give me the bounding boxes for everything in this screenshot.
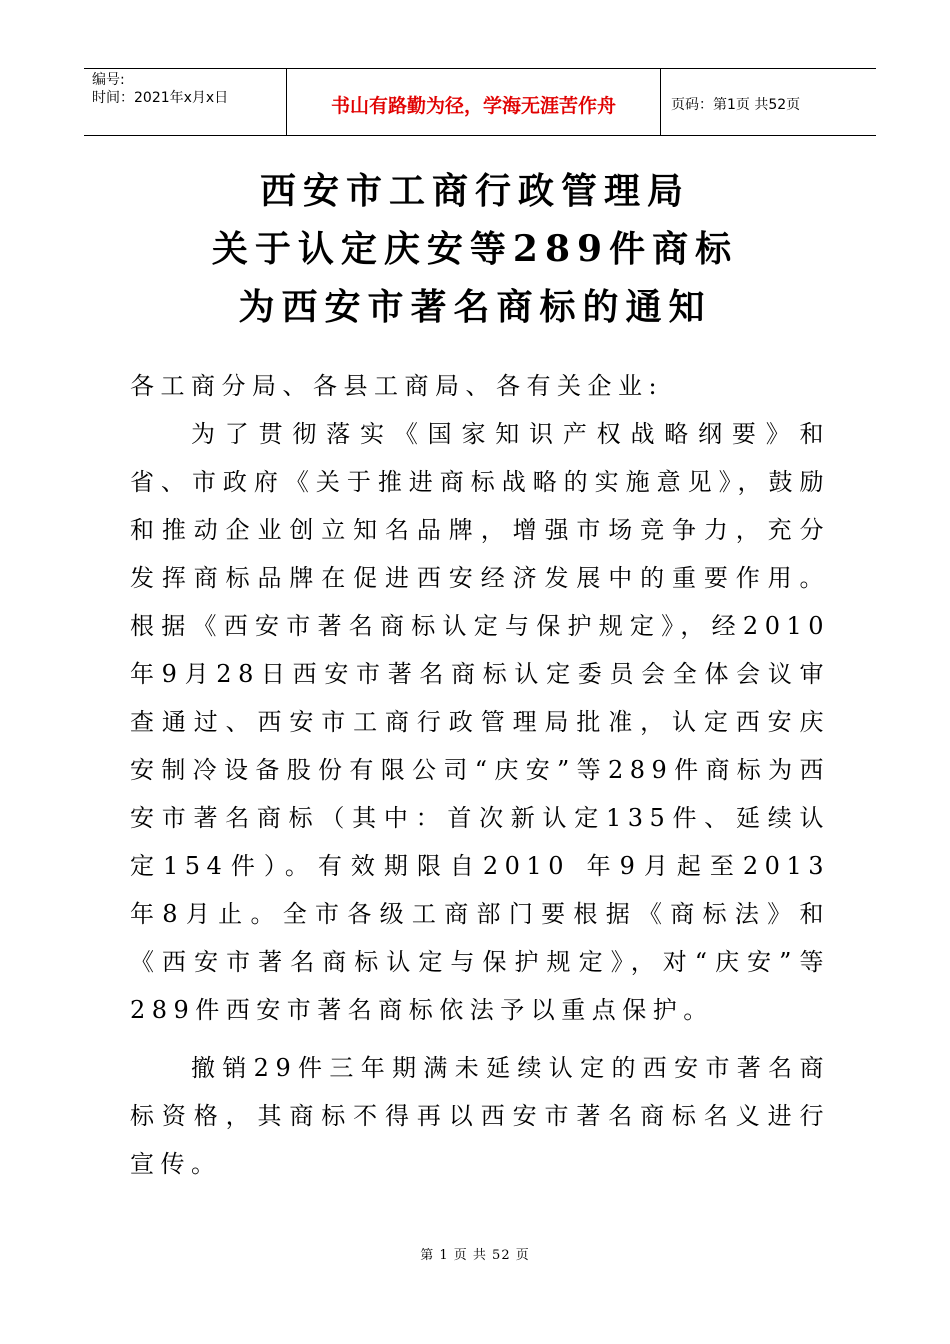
body-paragraph-2: 撤销29件三年期满未延续认定的西安市著名商标资格，其商标不得再以西安市著名商标名义进行宣传。 bbox=[130, 1054, 830, 1178]
page-footer: 第 1 页 共 52 页 bbox=[420, 1248, 530, 1263]
document-header bbox=[84, 68, 876, 136]
salutation: 各工商分局、各县工商局、各有关企业: bbox=[130, 372, 664, 400]
body-paragraph-1: 为了贯彻落实《国家知识产权战略纲要》和省、市政府《关于推进商标战略的实施意见》，鼓励和推动企业创立知名品牌，增强市场竞争力，充分发挥商标品牌在促进西安经济发展中的重要作用。根据《西安市著名商标认定与保护规定》，经2010 年9月28日西安市著名商标认定委员会全体会议审查通过、西安市工商行政管理局批准，认定西安庆安制冷设备股份有限公司“庆安”等289件商标为西安市著名商标（其中：首次新认定135件、延续认定154件）。有效期限自2010 年9月起至2013 年8月止。全市各级工商部门要根据《商标法》和《西安市著名商标认定与保护规定》，对“庆安”等289件西安市著名商标依法予以重点保护。 bbox=[130, 420, 830, 1024]
title-line-2: 关于认定庆安等289件商标 bbox=[211, 228, 739, 270]
header-number-label: 编号: bbox=[92, 72, 125, 88]
title-line-1: 西安市工商行政管理局 bbox=[259, 170, 690, 212]
header-time-label: 时间：2021年x月x日 bbox=[92, 90, 229, 106]
header-motto: 书山有路勤为径，学海无涯苦作舟 bbox=[287, 69, 661, 135]
document-title bbox=[0, 162, 950, 336]
header-page-info: 页码：第1页 共52页 bbox=[671, 97, 801, 113]
header-meta-cell bbox=[84, 69, 287, 135]
title-line-3: 为西安市著名商标的通知 bbox=[238, 286, 712, 328]
document-body bbox=[130, 362, 830, 1188]
